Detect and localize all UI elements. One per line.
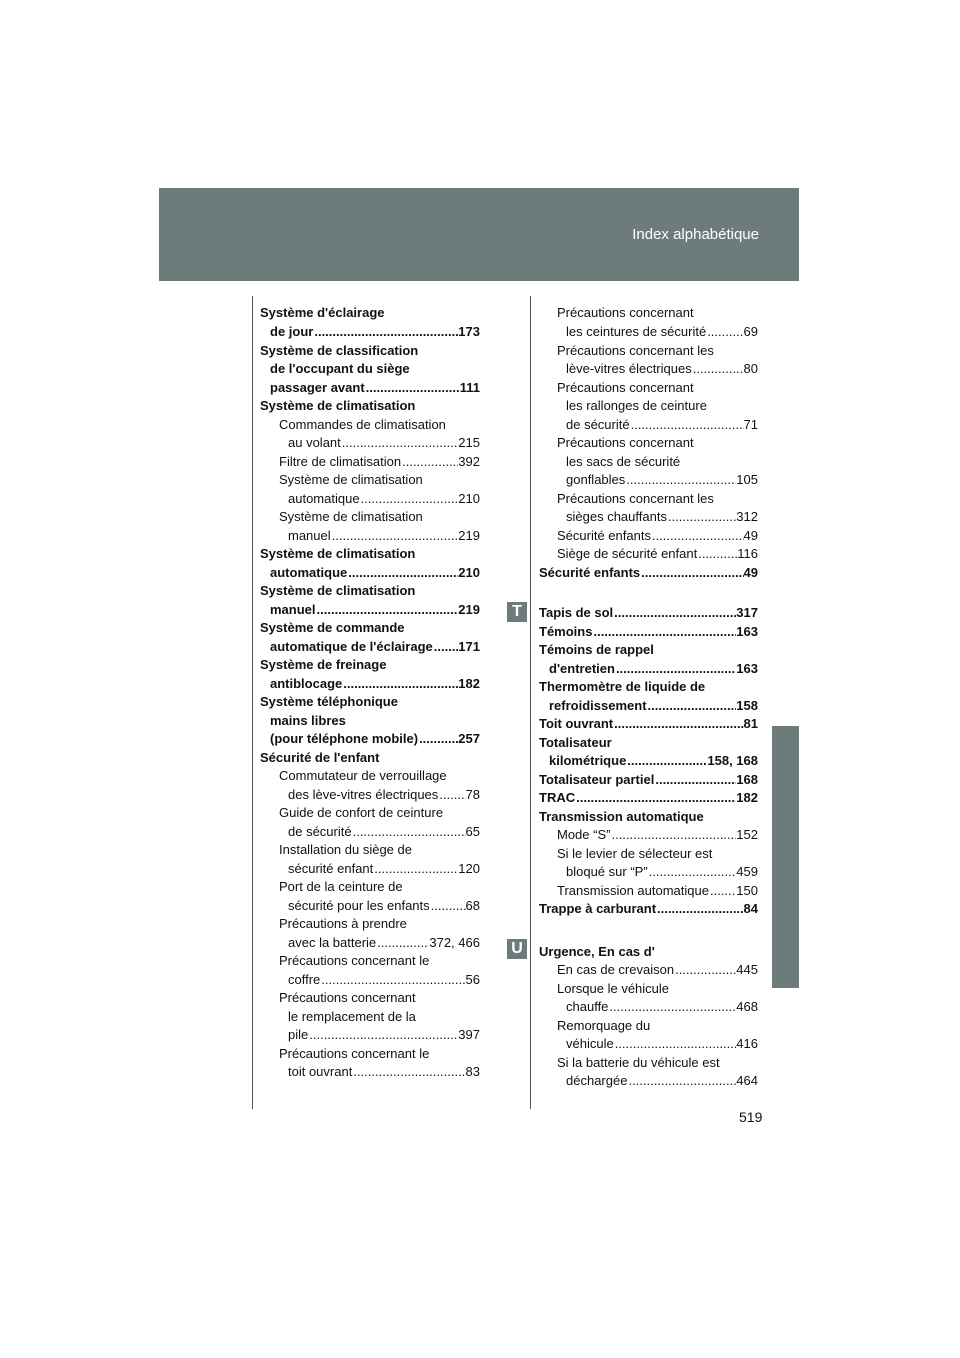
index-entry: le remplacement de la bbox=[288, 1009, 416, 1024]
index-entry: toit ouvrant ..... 83 bbox=[288, 1063, 480, 1081]
index-entry: Urgence, En cas d' bbox=[539, 944, 655, 959]
index-entry: Système de classification bbox=[260, 343, 419, 358]
index-entry: Thermomètre de liquide de bbox=[539, 679, 706, 694]
index-entry: Siège de sécurité enfant ..... 116 bbox=[557, 545, 758, 563]
index-entry: Transmission automatique ..... 150 bbox=[557, 882, 758, 900]
index-entry: Système de climatisation bbox=[279, 509, 423, 524]
column-divider-left bbox=[252, 296, 253, 1109]
index-entry: En cas de crevaison ..... 445 bbox=[557, 961, 758, 979]
index-entry: pile ..... 397 bbox=[288, 1026, 480, 1044]
section-letter-u: U bbox=[507, 939, 527, 959]
index-entry: de l'occupant du siège bbox=[270, 361, 410, 376]
index-entry: automatique ..... 210 bbox=[288, 490, 480, 508]
index-entry: Précautions concernant les bbox=[557, 343, 714, 358]
index-entry: Si le levier de sélecteur est bbox=[557, 846, 713, 861]
index-entry: Précautions à prendre bbox=[279, 916, 407, 931]
index-entry: Trappe à carburant ..... 84 bbox=[539, 900, 758, 918]
index-entry: Système de climatisation bbox=[260, 398, 416, 413]
index-entry: Précautions concernant le bbox=[279, 1046, 430, 1061]
index-entry: Commutateur de verrouillage bbox=[279, 768, 447, 783]
index-entry: Précautions concernant bbox=[557, 380, 694, 395]
index-entry: Système de climatisation bbox=[279, 472, 423, 487]
index-entry: Port de la ceinture de bbox=[279, 879, 403, 894]
index-entry: chauffe ..... 468 bbox=[566, 998, 758, 1016]
index-entry: sécurité pour les enfants ..... 68 bbox=[288, 897, 480, 915]
index-entry: Système de freinage bbox=[260, 657, 387, 672]
index-entry: sièges chauffants ..... 312 bbox=[566, 508, 758, 526]
index-entry: Totalisateur bbox=[539, 735, 612, 750]
index-entry: les sacs de sécurité bbox=[566, 454, 681, 469]
index-entry: Filtre de climatisation ..... 392 bbox=[279, 453, 480, 471]
index-entry: les ceintures de sécurité ..... 69 bbox=[566, 323, 758, 341]
index-entry: Système téléphonique bbox=[260, 694, 398, 709]
index-entry: coffre ..... 56 bbox=[288, 971, 480, 989]
index-entry: Précautions concernant bbox=[557, 305, 694, 320]
index-entry: Précautions concernant le bbox=[279, 953, 430, 968]
index-entry: Système de climatisation bbox=[260, 546, 416, 561]
index-entry: Précautions concernant bbox=[279, 990, 416, 1005]
index-entry: déchargée ..... 464 bbox=[566, 1072, 758, 1090]
index-entry: refroidissement ..... 158 bbox=[549, 697, 758, 715]
index-entry: de jour ..... 173 bbox=[270, 323, 480, 341]
header-title: Index alphabétique bbox=[632, 226, 759, 243]
index-entry: kilométrique ..... 158, 168 bbox=[549, 752, 758, 770]
index-entry: automatique ..... 210 bbox=[270, 564, 480, 582]
index-entry: Mode “S” ..... 152 bbox=[557, 826, 758, 844]
index-entry: antiblocage ..... 182 bbox=[270, 675, 480, 693]
index-entry: véhicule ..... 416 bbox=[566, 1035, 758, 1053]
index-entry: Témoins de rappel bbox=[539, 642, 654, 657]
index-entry: Installation du siège de bbox=[279, 842, 412, 857]
index-entry: de sécurité ..... 65 bbox=[288, 823, 480, 841]
index-entry: (pour téléphone mobile) ..... 257 bbox=[270, 730, 480, 748]
index-entry: mains libres bbox=[270, 713, 346, 728]
index-entry: au volant ..... 215 bbox=[288, 434, 480, 452]
index-entry: Système de commande bbox=[260, 620, 405, 635]
index-entry: Témoins ..... 163 bbox=[539, 623, 758, 641]
column-divider-right bbox=[530, 296, 531, 1109]
index-entry: Si la batterie du véhicule est bbox=[557, 1055, 720, 1070]
index-entry: manuel ..... 219 bbox=[288, 527, 480, 545]
index-entry: Lorsque le véhicule bbox=[557, 981, 670, 996]
index-entry: Précautions concernant bbox=[557, 435, 694, 450]
index-entry: manuel ..... 219 bbox=[270, 601, 480, 619]
index-entry: gonflables ..... 105 bbox=[566, 471, 758, 489]
index-entry: bloqué sur “P” ..... 459 bbox=[566, 863, 758, 881]
index-entry: Système de climatisation bbox=[260, 583, 416, 598]
index-entry: TRAC ..... 182 bbox=[539, 789, 758, 807]
index-entry: Guide de confort de ceinture bbox=[279, 805, 444, 820]
index-entry: Précautions concernant les bbox=[557, 491, 714, 506]
header-band bbox=[159, 188, 799, 281]
index-entry: lève-vitres électriques ..... 80 bbox=[566, 360, 758, 378]
index-entry: Sécurité enfants ..... 49 bbox=[557, 527, 758, 545]
index-entry: Remorquage du bbox=[557, 1018, 651, 1033]
index-entry: les rallonges de ceinture bbox=[566, 398, 707, 413]
index-entry: Système d'éclairage bbox=[260, 305, 385, 320]
index-entry: Sécurité de l'enfant bbox=[260, 750, 380, 765]
index-entry: sécurité enfant ..... 120 bbox=[288, 860, 480, 878]
index-entry: automatique de l'éclairage ..... 171 bbox=[270, 638, 480, 656]
section-letter-t: T bbox=[507, 602, 527, 622]
page-number: 519 bbox=[739, 1109, 763, 1125]
index-entry: avec la batterie ..... 372, 466 bbox=[288, 934, 480, 952]
index-entry: des lève-vitres électriques ..... 78 bbox=[288, 786, 480, 804]
index-entry: Sécurité enfants ..... 49 bbox=[539, 564, 758, 582]
index-entry: Totalisateur partiel ..... 168 bbox=[539, 771, 758, 789]
index-entry: Transmission automatique bbox=[539, 809, 704, 824]
index-entry: Tapis de sol ..... 317 bbox=[539, 604, 758, 622]
side-thumb-tab bbox=[772, 726, 799, 988]
index-entry: passager avant ..... 111 bbox=[270, 379, 480, 397]
index-entry: Commandes de climatisation bbox=[279, 417, 446, 432]
index-entry: Toit ouvrant ..... 81 bbox=[539, 715, 758, 733]
index-entry: de sécurité ..... 71 bbox=[566, 416, 758, 434]
index-entry: d'entretien ..... 163 bbox=[549, 660, 758, 678]
